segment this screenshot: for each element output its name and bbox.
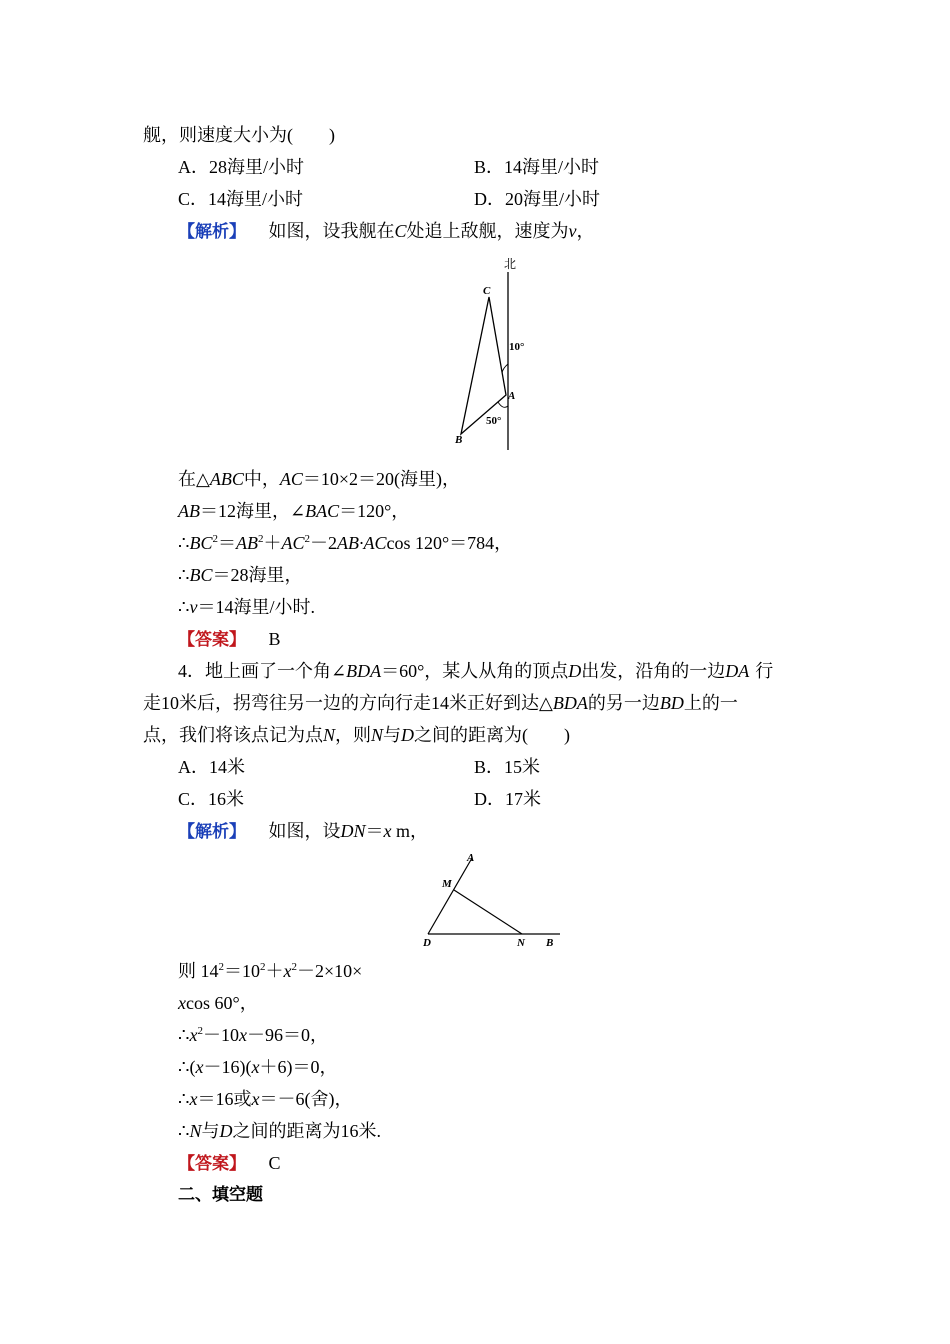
exp: 2 [218, 961, 224, 973]
text: ∴ [178, 597, 190, 617]
text: ＝120°， [339, 501, 410, 521]
text: －10 [202, 1025, 239, 1045]
q3-solution-1 [178, 467, 460, 491]
text: ＝10×2＝20(海里)， [302, 469, 460, 489]
var: DN [340, 821, 366, 841]
text: 与 [201, 1121, 220, 1141]
text: －96＝0， [246, 1025, 328, 1045]
var: N [189, 1121, 202, 1141]
q3-answer-line [178, 627, 281, 652]
text: ＝ [217, 533, 236, 553]
text: 之间的距离为( ) [414, 725, 571, 745]
q3-option-b: B．14海里/小时 [474, 157, 600, 177]
text: 与 [383, 725, 402, 745]
q4-figure [418, 848, 568, 954]
text: cos 60°， [186, 993, 258, 1013]
var: x [383, 821, 392, 841]
var: v [189, 597, 198, 617]
text: 走10米后，拐弯往另一边的方向行走14米正好到达△ [143, 693, 553, 713]
point-m-label: M [442, 878, 452, 890]
text: ＝60°，某人从角的顶点 [381, 661, 569, 681]
text: 如图，设 [268, 821, 341, 841]
q4-solution-2 [178, 991, 258, 1015]
text: 出发，沿角的一边 [581, 661, 726, 681]
text: ＝16或 [197, 1089, 252, 1109]
north-label: 北 [504, 257, 517, 271]
point-b-label: B [455, 434, 463, 446]
text: ＝14海里/小时. [197, 597, 315, 617]
var: BC [189, 565, 213, 585]
var: DA [725, 661, 750, 681]
point-a-label: A [508, 390, 516, 402]
q3-solution-2 [178, 499, 409, 523]
answer-tag: 【答案】 [178, 630, 246, 650]
var: BDA [346, 661, 382, 681]
var: C [394, 221, 407, 241]
text: 行 [755, 661, 774, 681]
text: ＝－6(舍)， [259, 1089, 353, 1109]
line-da [428, 858, 472, 934]
var: x [251, 1057, 260, 1077]
text: 处追上敌舰，速度为 [406, 221, 569, 241]
text: 如图，设我舰在 [268, 221, 395, 241]
exp: 2 [212, 533, 218, 545]
exp: 2 [260, 961, 266, 973]
var: x [189, 1089, 198, 1109]
text: 点，我们将该点记为点 [143, 725, 323, 745]
var: D [401, 725, 415, 745]
text: ＋ [265, 961, 284, 981]
var: ABC [209, 469, 244, 489]
q4-stem-3 [143, 723, 570, 747]
analysis-tag: 【解析】 [178, 822, 246, 842]
text: －2 [309, 533, 337, 553]
text: cos 120°＝784， [386, 533, 513, 553]
exp: 2 [197, 1025, 203, 1037]
text: ＋ [263, 533, 282, 553]
point-n-label: N [517, 937, 525, 949]
text: ＝ [365, 821, 384, 841]
exp: 2 [291, 961, 297, 973]
text: ＝12海里，∠ [200, 501, 306, 521]
var: D [219, 1121, 233, 1141]
q4-option-b: B．15米 [474, 757, 541, 777]
text: 的另一边 [587, 693, 660, 713]
exp: 2 [304, 533, 310, 545]
var: D [568, 661, 582, 681]
text: ＝28海里， [212, 565, 303, 585]
angle-arc-10 [502, 364, 508, 373]
var: N [323, 725, 336, 745]
angle-10-label: 10° [509, 341, 525, 353]
triangle-abc [461, 297, 506, 434]
point-a-label: A [467, 852, 475, 864]
q4-solution-4 [178, 1055, 337, 1079]
line-mn [454, 890, 522, 934]
text: ∴ [178, 1121, 190, 1141]
var: AC [279, 469, 303, 489]
q4-stem-1 [178, 659, 773, 683]
text: －16)( [203, 1057, 252, 1077]
var: x [189, 1025, 198, 1045]
q3-option-c: C．14海里/小时 [178, 189, 304, 209]
q3-option-a: A．28海里/小时 [178, 157, 304, 177]
q3-stem-tail: 舰，则速度大小为( ) [143, 125, 335, 145]
var: v [568, 221, 577, 241]
var: AC [281, 533, 305, 553]
q4-solution-5 [178, 1087, 352, 1111]
section-heading: 二、填空题 [178, 1185, 263, 1205]
q3-analysis-line [178, 219, 595, 244]
text: 4．地上画了一个角∠ [178, 661, 347, 681]
q4-analysis-line [178, 819, 428, 844]
q3-figure [440, 252, 540, 452]
q4-option-a: A．14米 [178, 757, 245, 777]
var: x [283, 961, 292, 981]
q4-solution-3 [178, 1023, 328, 1047]
text: ∴ [178, 533, 190, 553]
text: 则 14 [178, 961, 219, 981]
text: 上的一 [683, 693, 738, 713]
angle-arc-50 [498, 402, 508, 407]
analysis-tag: 【解析】 [178, 222, 246, 242]
text: ，则 [335, 725, 372, 745]
var: N [371, 725, 384, 745]
var: BAC [305, 501, 340, 521]
answer-tag: 【答案】 [178, 1154, 246, 1174]
text: ∴ [178, 1025, 190, 1045]
var: x [238, 1025, 247, 1045]
text: ∴( [178, 1057, 196, 1077]
q4-stem-2 [143, 691, 738, 715]
text: ， [576, 221, 595, 241]
text: ＋6)＝0， [259, 1057, 338, 1077]
text: 中， [243, 469, 280, 489]
point-b-label: B [546, 937, 554, 949]
var: x [251, 1089, 260, 1109]
q3-solution-4 [178, 563, 302, 587]
answer-value: B [268, 629, 281, 649]
var: AB·AC [336, 533, 387, 553]
q4-solution-6 [178, 1119, 381, 1143]
text: ＝10 [224, 961, 260, 981]
text: ∴ [178, 1089, 190, 1109]
q4-solution-1 [178, 959, 362, 983]
var: BC [189, 533, 213, 553]
q4-option-d: D．17米 [474, 789, 541, 809]
text: －2×10× [297, 961, 363, 981]
text: m， [391, 821, 429, 841]
exp: 2 [257, 533, 264, 545]
var: BDA [552, 693, 588, 713]
q4-answer-line [178, 1151, 281, 1176]
text: 在△ [178, 469, 210, 489]
var: AB [178, 501, 200, 521]
var: x [178, 993, 186, 1013]
q4-option-c: C．16米 [178, 789, 245, 809]
var: BD [659, 693, 684, 713]
point-d-label: D [423, 937, 431, 949]
q3-solution-3 [178, 531, 512, 555]
q3-option-d: D．20海里/小时 [474, 189, 600, 209]
var: AB [235, 533, 258, 553]
q3-solution-5 [178, 595, 315, 619]
var: x [195, 1057, 204, 1077]
text: ∴ [178, 565, 190, 585]
answer-value: C [268, 1153, 281, 1173]
angle-50-label: 50° [486, 415, 502, 427]
point-c-label: C [483, 285, 491, 297]
text: 之间的距离为16米. [232, 1121, 381, 1141]
